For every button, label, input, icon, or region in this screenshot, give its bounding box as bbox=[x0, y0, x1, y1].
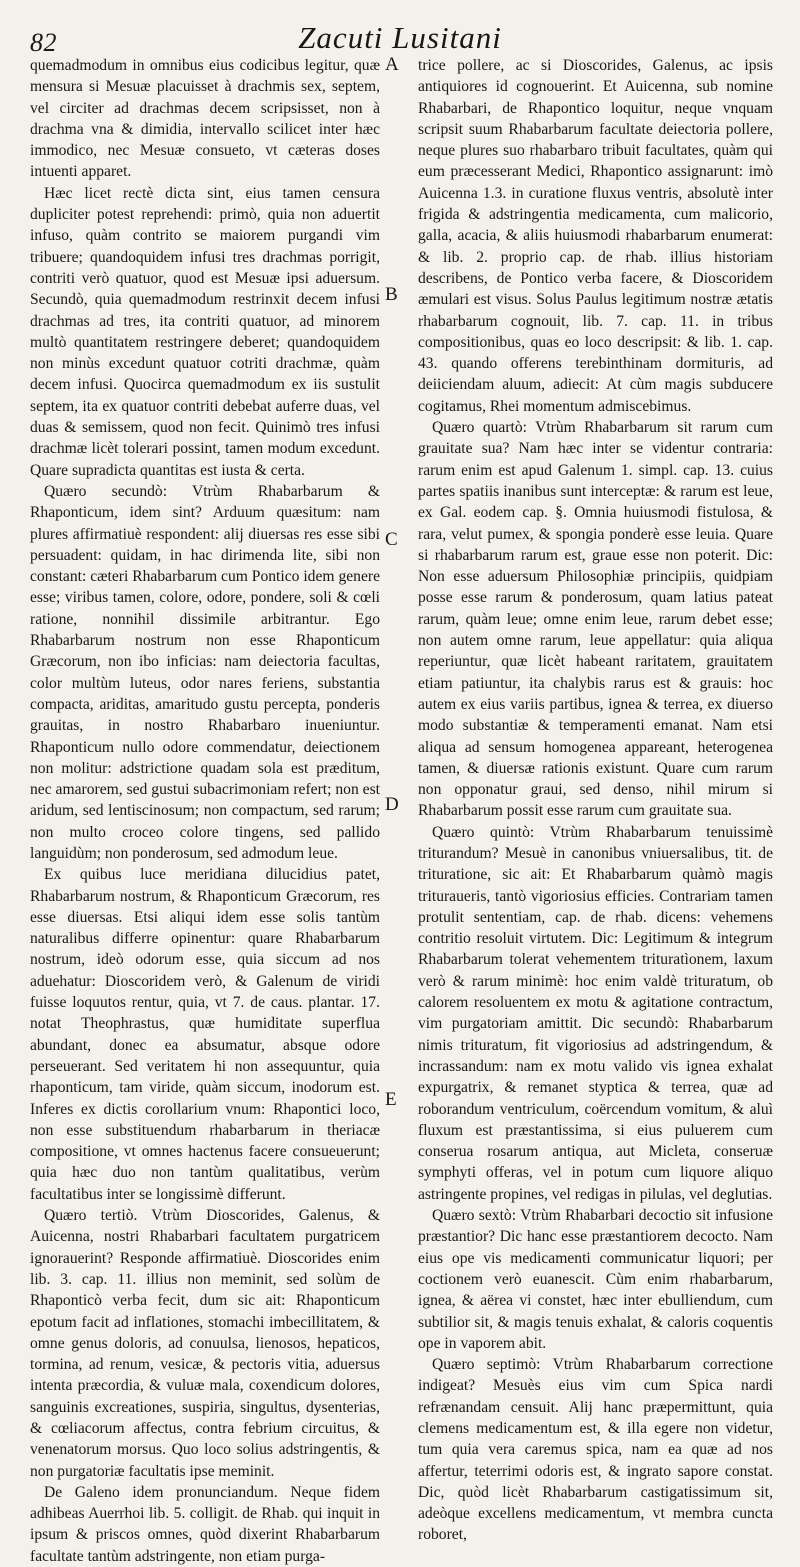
margin-marker-a: A bbox=[385, 54, 399, 75]
paragraph: Quæro quartò: Vtrùm Rhabarbarum sit rarum cum grauitate sua? Nam hæc inter se videntur contraria: rarum enim est apud Galenum 1. simpl. cap. 13. cuius partes spatiis inanibus sunt interceptæ: & rarum est leue, ex Gal. eodem cap. §. Omnia huiusmodi fistulosa, & rara, velut pumex, & spongia ponderè esse leuia. Quare si rhabarbarum rarum est, graue esse non poterit. Dic: Non esse aduersum Philosophiæ principiis, quidpiam posse esse rarum & ponderosum, quam latius pateat rarum, quàm leue; omne enim leue, rarum debet esse; non autem omne rarum, leue appellatur: quia aliqua reperiuntur, quæ licèt habeant raritatem, grauitatem etiam patiuntur, ita chalybis rarus est & grauis: hoc autem ex eius variis partibus, ignea & terrea, ex diuerso modo substantiæ & temperamenti emanat. Nam etsi aliqua ad sensum homogenea appareant, heterogenea tamen, & diuersæ rationis existunt. Quare cum rarum non opponatur graui, sed denso, nihil mirum si Rhabarbarum possit esse rarum cum grauitate sua. bbox=[418, 419, 773, 820]
paragraph: trice pollere, ac si Dioscorides, Galenus, ac ipsis antiquiores id cognouerint. Et Auicenna, sub nomine Rhabarbari, de Rhapontico loquitur, neque vnquam scripsit suum Rhabarbarum facultate deiectoria pollere, neque plures suo rhabarbaro tribuit facultates, quàm qui eum præcesserant Medici, Rhapontico assignarunt: imò Auicenna 1.3. in curatione fluxus ventris, absolutè inter frigida & adstringentia medicamenta, cum malicorio, galla, acacia, & aliis huiusmodi rhabarbarum enumerat: & lib. 2. proprio cap. de rhab. illius historiam describens, de Pontico verba facere, & Dioscoridem æmulari est visus. Solus Paulus legitimum nostræ ætatis rhabarbarum cognouit, lib. 7. cap. 11. in tribus compositionibus, quas eo loco descripsit: & lib. 1. cap. 43. quando offerens terebinthinam dormituris, ad deiiciendam aluum, adiecit: At cùm magis subducere cogitamus, Rhei momentum admiscebimus. bbox=[418, 57, 773, 415]
running-title: Zacuti Lusitani bbox=[298, 20, 502, 55]
margin-marker-d: D bbox=[385, 794, 399, 815]
paragraph: Quæro septimò: Vtrùm Rhabarbarum correctione indigeat? Mesuès eius vim cum Spica nardi refrænandam censuit. Alij hanc præpermittunt, quia clemens medicamentum est, & illa egere non videtur, tum quia vera caremus spica, nam ea quæ ad nos affertur, teterrimi odoris est, & ingrato sapore constat. Dic, quòd licèt Rhabarbarum castigatissimum sit, adeòque excellens medicamentum, vt membra cuncta roboret, bbox=[418, 1356, 773, 1544]
paragraph: Quæro quintò: Vtrùm Rhabarbarum tenuissimè triturandum? Mesuè in canonibus vniuersalibus, tit. de trituratione, sic ait: Et Rhabarbarum quàmò magis trituraueris, tantò vigoriosius efficies. Contrariam tamen protulit sententiam, cap. de rhab. dicens: vehemens contritio resoluit virtutem. Dic: Legitimum & integrum Rhabarbarum tolerat vehementem trituratìonem, laxum verò & rarum minimè: hoc enim valdè trituratum, ob calorem resoluentem ex motu & agitatione contractum, vim purgatoriam amittit. Dic secundò: Rhabarbarum nimis trituratum, fit vigoriosius ad adstringendum, & incrassandum: nam ex motu valido vis ignea exhalat expurgatrix, & remanet styptica & terrea, quæ ad roborandum ventriculum, coërcendum vomitum, & aluì fluxum est præstantissima, si eius puluerem cum conserua rosarum antiqua, aut Micleta, conseruæ symphyti offeras, vel in potum cum liquore aliquo astringente propines, vel redigas in pilulas, vel deglutias. bbox=[418, 823, 773, 1203]
paragraph: quemadmodum in omnibus eius codicibus legitur, quæ mensura si Mesuæ placuisset à drachmis sex, septem, vel circiter ad drachmas decem scripsisset, non à drachma vna & dimidia, intervallo scilicet inter hæc immodico, nec Mesuæ consueto, vt cæteras doses intuenti apparet. bbox=[30, 57, 380, 181]
paragraph: Ex quibus luce meridiana dilucidius patet, Rhabarbarum nostrum, & Rhaponticum Græcorum, res esse diuersas. Etsi aliqui idem esse solis tantùm naturalibus differre opinentur: quare Rhabarbarum nostrum, ideò odorum esse, quia siccum ad nos aduehatur: Dioscoridem verò, & Galenum de viridi fuisse loquutos rentur, quia, vt 7. de caus. plantar. 17. notat Theophrastus, quæ humiditate superflua abundant, donec ea absumatur, absque odore perseuerant. Sed veritatem hi non assequuntur, quia rhaponticum, tam viride, quàm siccum, inodorum est. Inferes ex dictis corollarium vnum: Rhapontici loco, non esse substituendum rhabarbarum in theriacæ compositione, vt omnes hactenus facere consueuerunt; quia hæc duo non tantùm qualitatibus, verùm facultatibus inter se longissimè differunt. bbox=[30, 866, 380, 1203]
paragraph: Quæro secundò: Vtrùm Rhabarbarum & Rhaponticum, idem sint? Arduum quæsitum: nam plures affirmatiuè respondent: alij diuersas res esse sibi persuadent: quidam, in hac dirimenda lite, sibi non constant: cæteri Rhabarbarum cum Pontico idem genere esse; viribus tamen, colore, odore, pondere, soli & cœli ratione, nonnihil dissimile arbitrantur. Ego Rhabarbarum nostrum non esse Rhaponticum Græcorum, non ibo inficias: nam deiectoria facultas, color multùm luteus, odor nares feriens, substantia compacta, ariditas, amaritudo gustu percepta, ponderis grauitas, in nostro Rhabarbaro inueniuntur. Rhaponticum nullo odore commendatur, deiectionem non molitur: adstrictione quadam sola est præditum, nec amarorem, sed gustui subacrimoniam refert; non est aridum, sed lentiscinosum; non compactum, sed rarum; non multo croceo colore tingens, sed pallido languidùm; non ponderosum, sed admodum leue. bbox=[30, 482, 380, 862]
page-number: 82 bbox=[30, 28, 57, 57]
paragraph: Quæro sextò: Vtrùm Rhabarbari decoctio sit infusione præstantior? Dic hanc esse præstantiorem decocto. Nam eius ope vis medicamenti communicatur liquori; per coctionem verò euanescit. Cùm enim rhabarbarum, ignea, & aërea vi constet, hæc inter ebulliendum, cum subtilior sit, & magis tenuis exhalat, & caloris coquentis ope in vaporem abit. bbox=[418, 1207, 773, 1352]
paragraph: De Galeno idem pronunciandum. Neque fidem adhibeas Auerrhoi lib. 5. colligit. de Rhab. qui inquit in ipsum & priscos omnes, quòd dixerint Rhabarbarum facultate tantùm adstringente, non etiam purga- bbox=[30, 1483, 380, 1565]
paragraph: Quæro tertiò. Vtrùm Dioscorides, Galenus, & Auicenna, nostri Rhabarbari facultatem purgatricem ignorauerint? Responde affirmatiuè. Dioscorides enim lib. 3. cap. 11. illius non meminit, sed solùm de Rhaponticò verba fecit, dum sic ait: Rhaponticum epotum facit ad inflationes, stomachi imbecillitatem, & omne genus doloris, ad conuulsa, lienosos, hepaticos, tormina, ad renum, vesicæ, & pectoris vitia, aduersus intenta præcordia, & vuluæ mala, coxendicum dolores, sanguinis excreationes, suspiria, singultus, dysenterias, & cœliacorum affectus, contra febrium circuitus, & venenatorum morsus. Quo loco solius adstringentis, & non purgatoriæ facultatis ipse meminit. bbox=[30, 1207, 380, 1480]
left-column bbox=[30, 55, 380, 1565]
right-column bbox=[418, 55, 773, 1544]
margin-marker-e: E bbox=[385, 1089, 397, 1110]
margin-marker-c: C bbox=[385, 529, 398, 550]
margin-marker-b: B bbox=[385, 284, 398, 305]
paragraph: Hæc licet rectè dicta sint, eius tamen censura dupliciter potest reprehendi: primò, quia non aduertit infuso, quàm contrito se maiorem purgandi vim tribuere; quandoquidem infusi tres drachmas porrigit, contriti verò quatuor, quod est Mesuæ ipsi aduersum. Secundò, quia quemadmodum restrinxit decem infusi drachmas ad tres, ita contriti quatuor, ad minorem multò quantitatem restringere deberet; quandoquidem non minùs excedunt quatuor cotriti drachmæ, quàm decem infusi. Quocirca quemadmodum ex iis sustulit septem, ita ex quatuor contriti debebat auferre duas, vel duas & semissem, quod non fecit. Quinimò tres infusi drachmæ licèt tolerari possint, tamen modum excedunt. Quare supradicta quantitas est iusta & certa. bbox=[30, 184, 380, 479]
